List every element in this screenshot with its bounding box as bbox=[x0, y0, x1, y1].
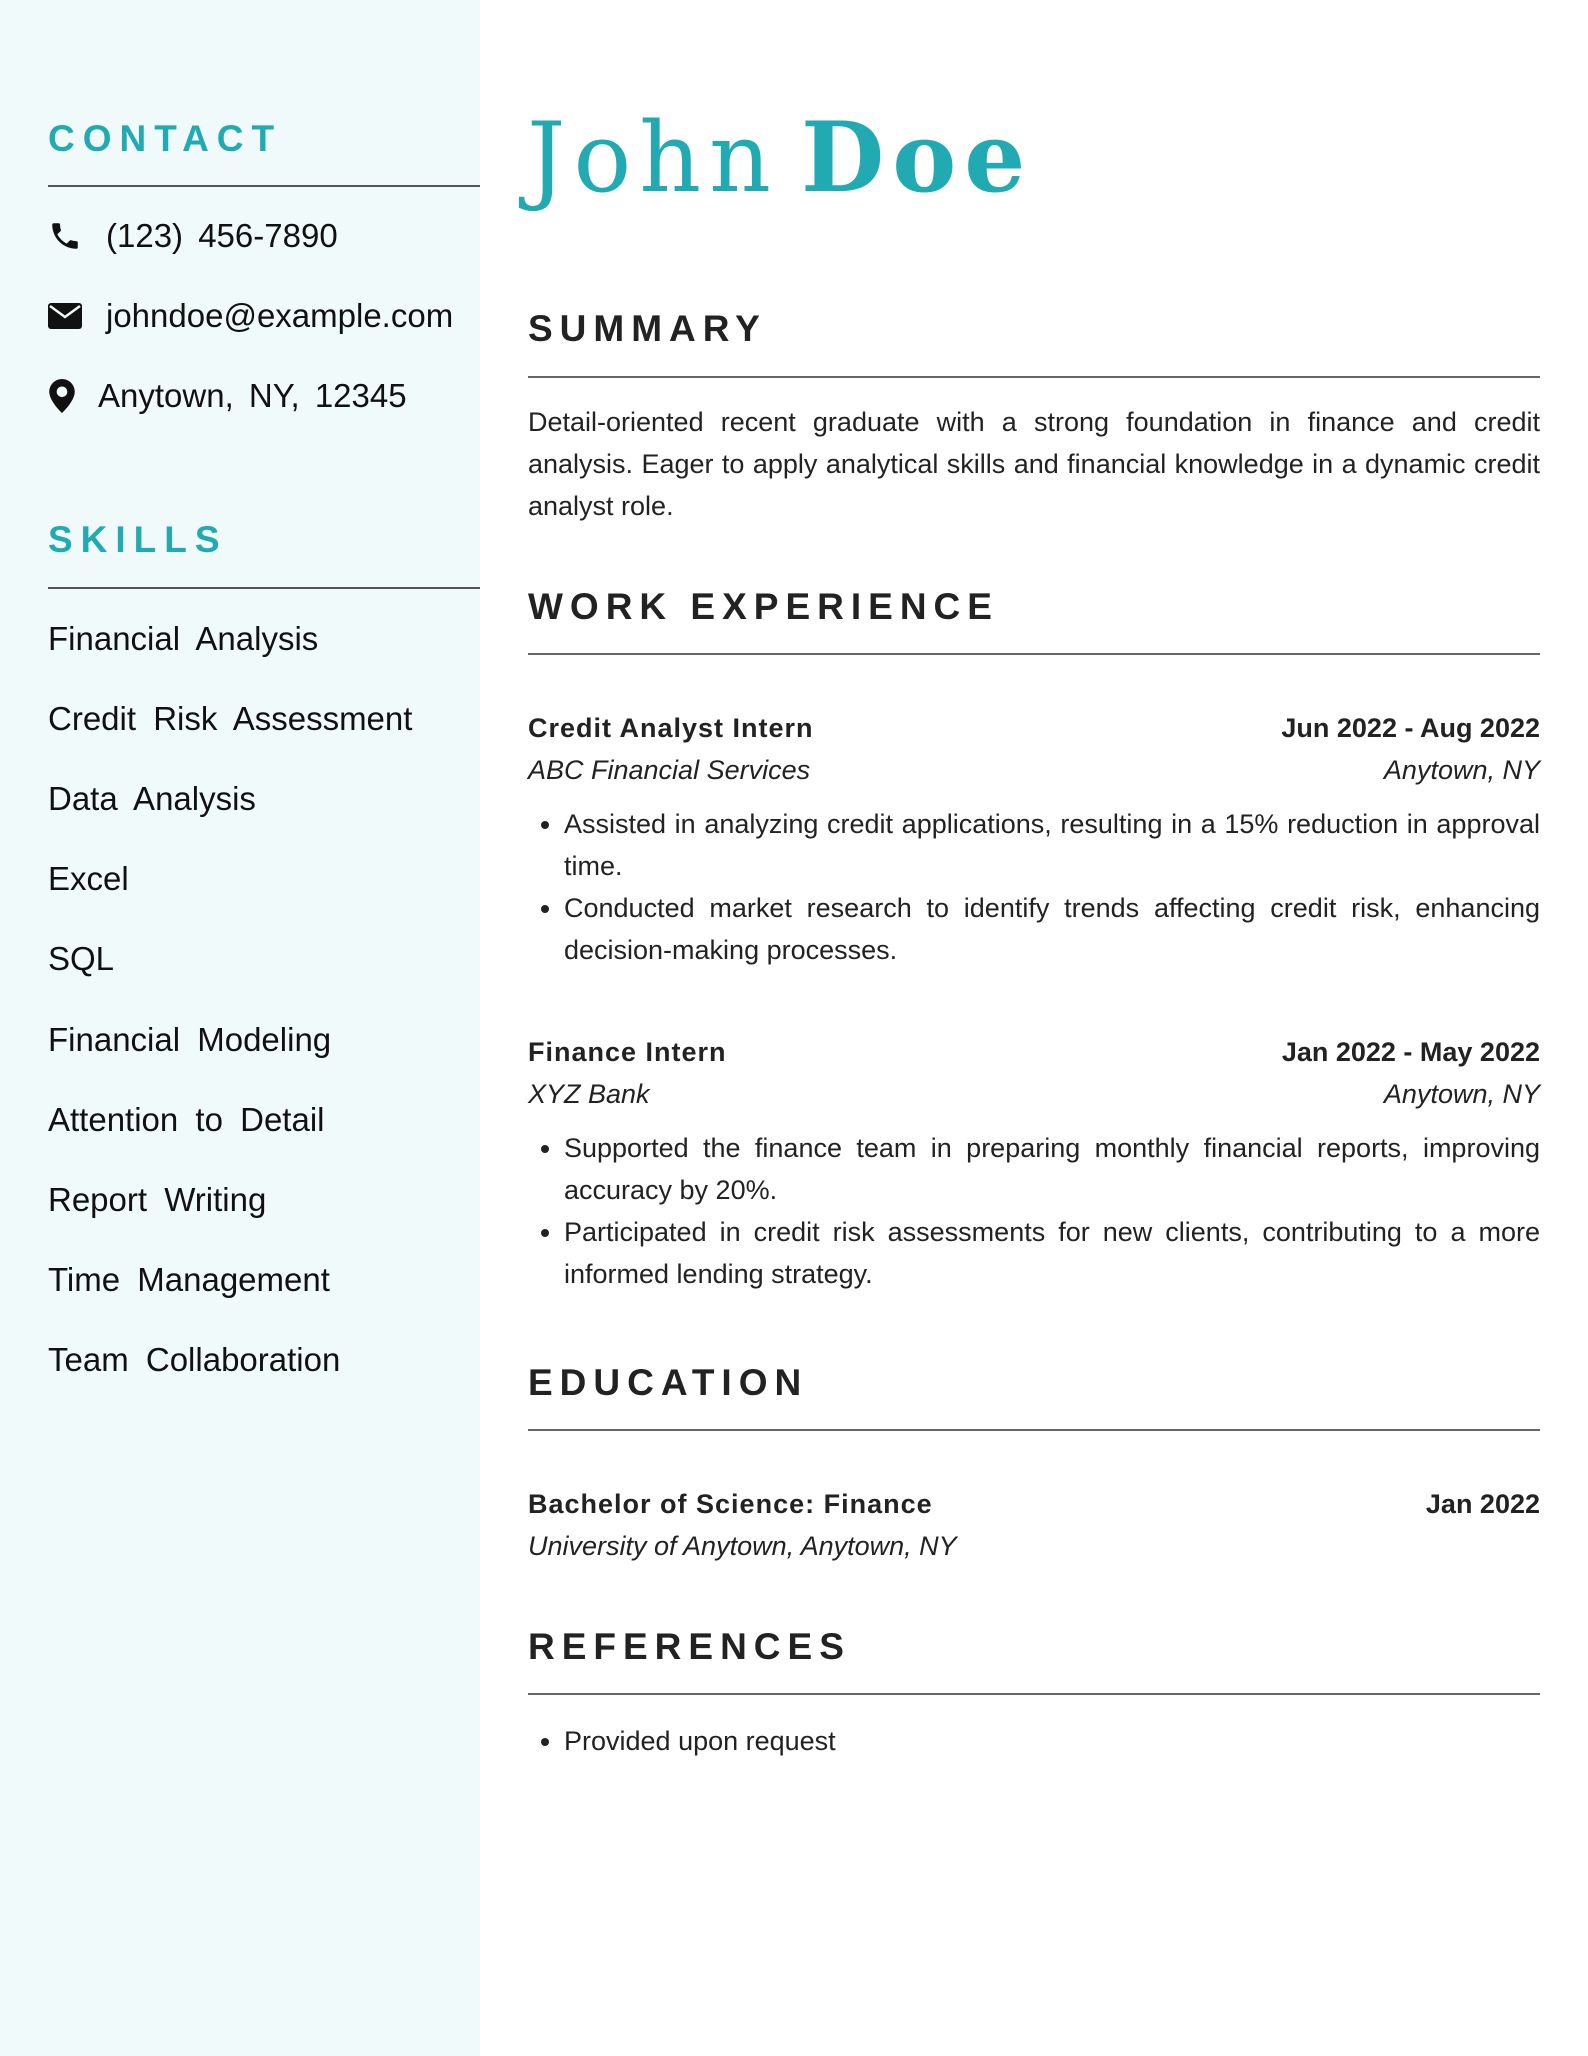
list-item: • Provided upon request bbox=[564, 1720, 1540, 1762]
education-subheader bbox=[528, 1525, 1540, 1567]
job-dates: Jun 2022 - Aug 2022 bbox=[1281, 713, 1540, 743]
phone-icon bbox=[48, 219, 82, 253]
skill-item: Attention to Detail bbox=[48, 1101, 325, 1138]
contact-divider bbox=[48, 185, 480, 187]
envelope-icon bbox=[48, 303, 82, 329]
skill-item: Report Writing bbox=[48, 1181, 267, 1218]
job-header bbox=[528, 1031, 1540, 1073]
list-item: • Conducted market research to identify trends affecting credit risk, enhancing decision-making processes. bbox=[564, 887, 1540, 971]
address-text: Anytown, NY, 12345 bbox=[98, 377, 407, 414]
skills-heading: SKILLS bbox=[48, 519, 228, 560]
list-item: • Participated in credit risk assessments for new clients, contributing to a more informed lending strategy. bbox=[564, 1211, 1540, 1295]
last-name: Doe bbox=[800, 101, 1034, 214]
job-title: Credit Analyst Intern bbox=[528, 713, 814, 743]
contact-phone bbox=[48, 214, 338, 258]
list-item: • Assisted in analyzing credit applications, resulting in a 15% reduction in approval time. bbox=[564, 803, 1540, 887]
job-subheader bbox=[528, 1073, 1540, 1115]
job-subheader bbox=[528, 749, 1540, 791]
education-divider bbox=[528, 1429, 1540, 1431]
job-bullets bbox=[528, 1127, 1540, 1295]
map-pin-icon bbox=[48, 379, 76, 413]
degree: Bachelor of Science: Finance bbox=[528, 1489, 933, 1519]
first-name: John bbox=[527, 102, 779, 214]
skills-divider bbox=[48, 587, 480, 589]
skill-item: Excel bbox=[48, 860, 129, 897]
skill-item: SQL bbox=[48, 940, 115, 977]
email-address[interactable]: johndoe@example.com bbox=[106, 297, 454, 334]
skill-item: Financial Analysis bbox=[48, 620, 319, 657]
references-list bbox=[528, 1720, 1540, 1762]
list-item: • Supported the finance team in preparing monthly financial reports, improving accuracy by 20%. bbox=[564, 1127, 1540, 1211]
summary-divider bbox=[528, 376, 1540, 378]
skill-item: Data Analysis bbox=[48, 780, 256, 817]
skill-item: Time Management bbox=[48, 1261, 330, 1298]
references-heading: REFERENCES bbox=[528, 1626, 851, 1667]
references-divider bbox=[528, 1693, 1540, 1695]
phone-number[interactable]: (123) 456-7890 bbox=[106, 217, 338, 254]
job-company: ABC Financial Services bbox=[528, 755, 811, 785]
job-header bbox=[528, 707, 1540, 749]
job-location: Anytown, NY bbox=[1383, 1079, 1540, 1109]
job-location: Anytown, NY bbox=[1383, 755, 1540, 785]
skill-item: Financial Modeling bbox=[48, 1021, 332, 1058]
contact-address bbox=[48, 374, 407, 418]
skill-item: Team Collaboration bbox=[48, 1341, 341, 1378]
contact-email bbox=[48, 294, 453, 338]
contact-heading: CONTACT bbox=[48, 118, 283, 159]
education-heading: EDUCATION bbox=[528, 1362, 809, 1403]
graduation-date: Jan 2022 bbox=[1425, 1489, 1540, 1519]
sidebar bbox=[0, 0, 480, 2056]
summary-text: Detail-oriented recent graduate with a strong foundation in finance and credit analysis. Eager to apply analytical skills and financial knowledge in a dynamic credit analyst role. bbox=[528, 407, 1540, 521]
job-dates: Jan 2022 - May 2022 bbox=[1281, 1037, 1540, 1067]
job-title: Finance Intern bbox=[528, 1037, 727, 1067]
job-company: XYZ Bank bbox=[528, 1079, 650, 1109]
candidate-name bbox=[527, 101, 1034, 214]
skill-item: Credit Risk Assessment bbox=[48, 700, 413, 737]
job-bullets bbox=[528, 803, 1540, 971]
school: University of Anytown, Anytown, NY bbox=[528, 1531, 957, 1561]
summary-heading: SUMMARY bbox=[528, 308, 767, 349]
work-heading: WORK EXPERIENCE bbox=[528, 586, 999, 627]
education-header bbox=[528, 1483, 1540, 1525]
work-divider bbox=[528, 653, 1540, 655]
